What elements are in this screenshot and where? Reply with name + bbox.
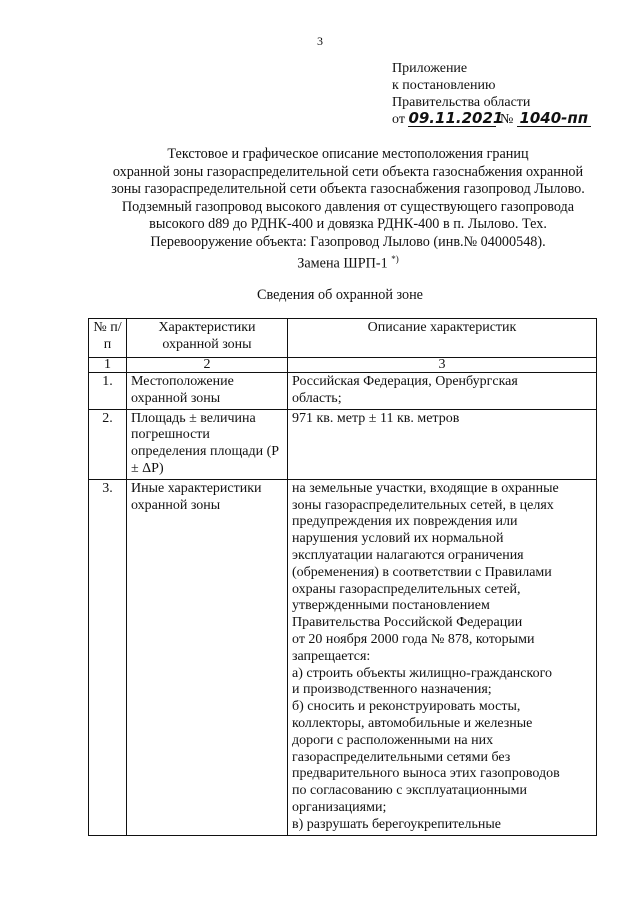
title-line: Текстовое и графическое описание местоположения границ xyxy=(167,146,529,162)
description-line: охраны газораспределительных сетей, xyxy=(292,581,521,597)
page-number: 3 xyxy=(317,34,323,48)
title-line: зоны газораспределительной сети объекта газоснабжения газопровод Лылово. xyxy=(111,181,585,197)
description-line: газораспределительными сетями без xyxy=(292,749,511,765)
handwritten-number: 1040-пп xyxy=(517,111,591,127)
title-line: Подземный газопровод высокого давления от существующего газопровода xyxy=(121,198,575,215)
table-row xyxy=(89,409,597,479)
description-line: по согласованию с эксплуатационными xyxy=(292,783,527,799)
title-line-last xyxy=(88,251,608,273)
description-line: организациями; xyxy=(292,799,387,815)
column-number-row xyxy=(89,358,597,373)
header-number: № п/п xyxy=(89,319,127,358)
column-number: 2 xyxy=(127,358,288,373)
description-line: область; xyxy=(292,390,342,406)
description-line: нарушения условий их нормальной xyxy=(292,531,504,547)
description-line: б) сносить и реконструировать мосты, xyxy=(292,699,521,715)
description-line: предварительного выноса этих газопроводов xyxy=(292,766,560,782)
protection-zone-table xyxy=(88,318,597,836)
title-line: Перевооружение объекта: Газопровод Лылово (инв.№ 04000548). xyxy=(150,233,546,250)
row-number: 3. xyxy=(89,479,127,835)
description-line: в) разрушать берегоукрепительные xyxy=(292,816,502,832)
title-footnote-mark: *) xyxy=(391,254,399,264)
table-row xyxy=(89,373,597,410)
appendix-line-2: к постановлению xyxy=(392,78,496,93)
description-line: предупреждения их повреждения или xyxy=(292,514,518,530)
description-line: утвержденными постановлением xyxy=(292,598,490,614)
table-header-row xyxy=(89,319,597,358)
from-label: от xyxy=(392,112,405,127)
decree-date-number xyxy=(392,111,591,128)
title-line: высокого d89 до РДНК-400 и довязка РДНК-400 в п. Лылово. Тех. xyxy=(149,216,547,232)
handwritten-date: 09.11.2021 xyxy=(408,109,504,127)
appendix-line-1: Приложение xyxy=(392,61,468,76)
row-number: 2. xyxy=(89,409,127,479)
appendix-line-3: Правительства области xyxy=(392,95,531,110)
row-characteristic: Местоположение охранной зоны xyxy=(127,373,288,410)
description-line: и производственного назначения; xyxy=(292,682,492,698)
row-characteristic: Площадь ± величина погрешности определения площади (P ± ΔP) xyxy=(127,409,288,479)
description-line: запрещается: xyxy=(292,648,371,664)
description-line: от 20 ноября 2000 года № 878, которыми xyxy=(292,631,535,647)
section-subtitle: Сведения об охранной зоне xyxy=(257,287,423,303)
document-title xyxy=(88,146,608,273)
appendix-block xyxy=(392,60,591,128)
description-line: эксплуатации налагаются ограничения xyxy=(292,547,524,563)
title-line: охранной зоны газораспределительной сети объекта газоснабжения охранной xyxy=(112,163,584,180)
number-label: № xyxy=(499,112,514,127)
row-description xyxy=(288,373,597,410)
header-characteristic: Характеристики охранной зоны xyxy=(127,319,288,358)
title-last-text: Замена ШРП-1 xyxy=(297,255,388,272)
description-line: Правительства Российской Федерации xyxy=(292,615,523,631)
row-description xyxy=(288,409,597,479)
description-line: коллекторы, автомобильные и железные xyxy=(292,715,533,731)
description-line: Российская Федерация, Оренбургская xyxy=(292,374,518,389)
description-line: а) строить объекты жилищно-гражданского xyxy=(292,665,552,681)
header-description: Описание характеристик xyxy=(288,319,597,358)
description-line: 971 кв. метр ± 11 кв. метров xyxy=(292,410,460,426)
column-number: 1 xyxy=(89,358,127,373)
table-row xyxy=(89,479,597,835)
row-number: 1. xyxy=(89,373,127,410)
column-number: 3 xyxy=(288,358,597,373)
description-line: на земельные участки, входящие в охранные xyxy=(292,480,559,496)
row-description xyxy=(288,479,597,835)
description-line: дороги с расположенными на них xyxy=(292,732,494,748)
description-line: зоны газораспределительных сетей, в целях xyxy=(292,497,554,513)
row-characteristic: Иные характеристики охранной зоны xyxy=(127,479,288,835)
description-line: (обременения) в соответствии с Правилами xyxy=(292,564,552,580)
